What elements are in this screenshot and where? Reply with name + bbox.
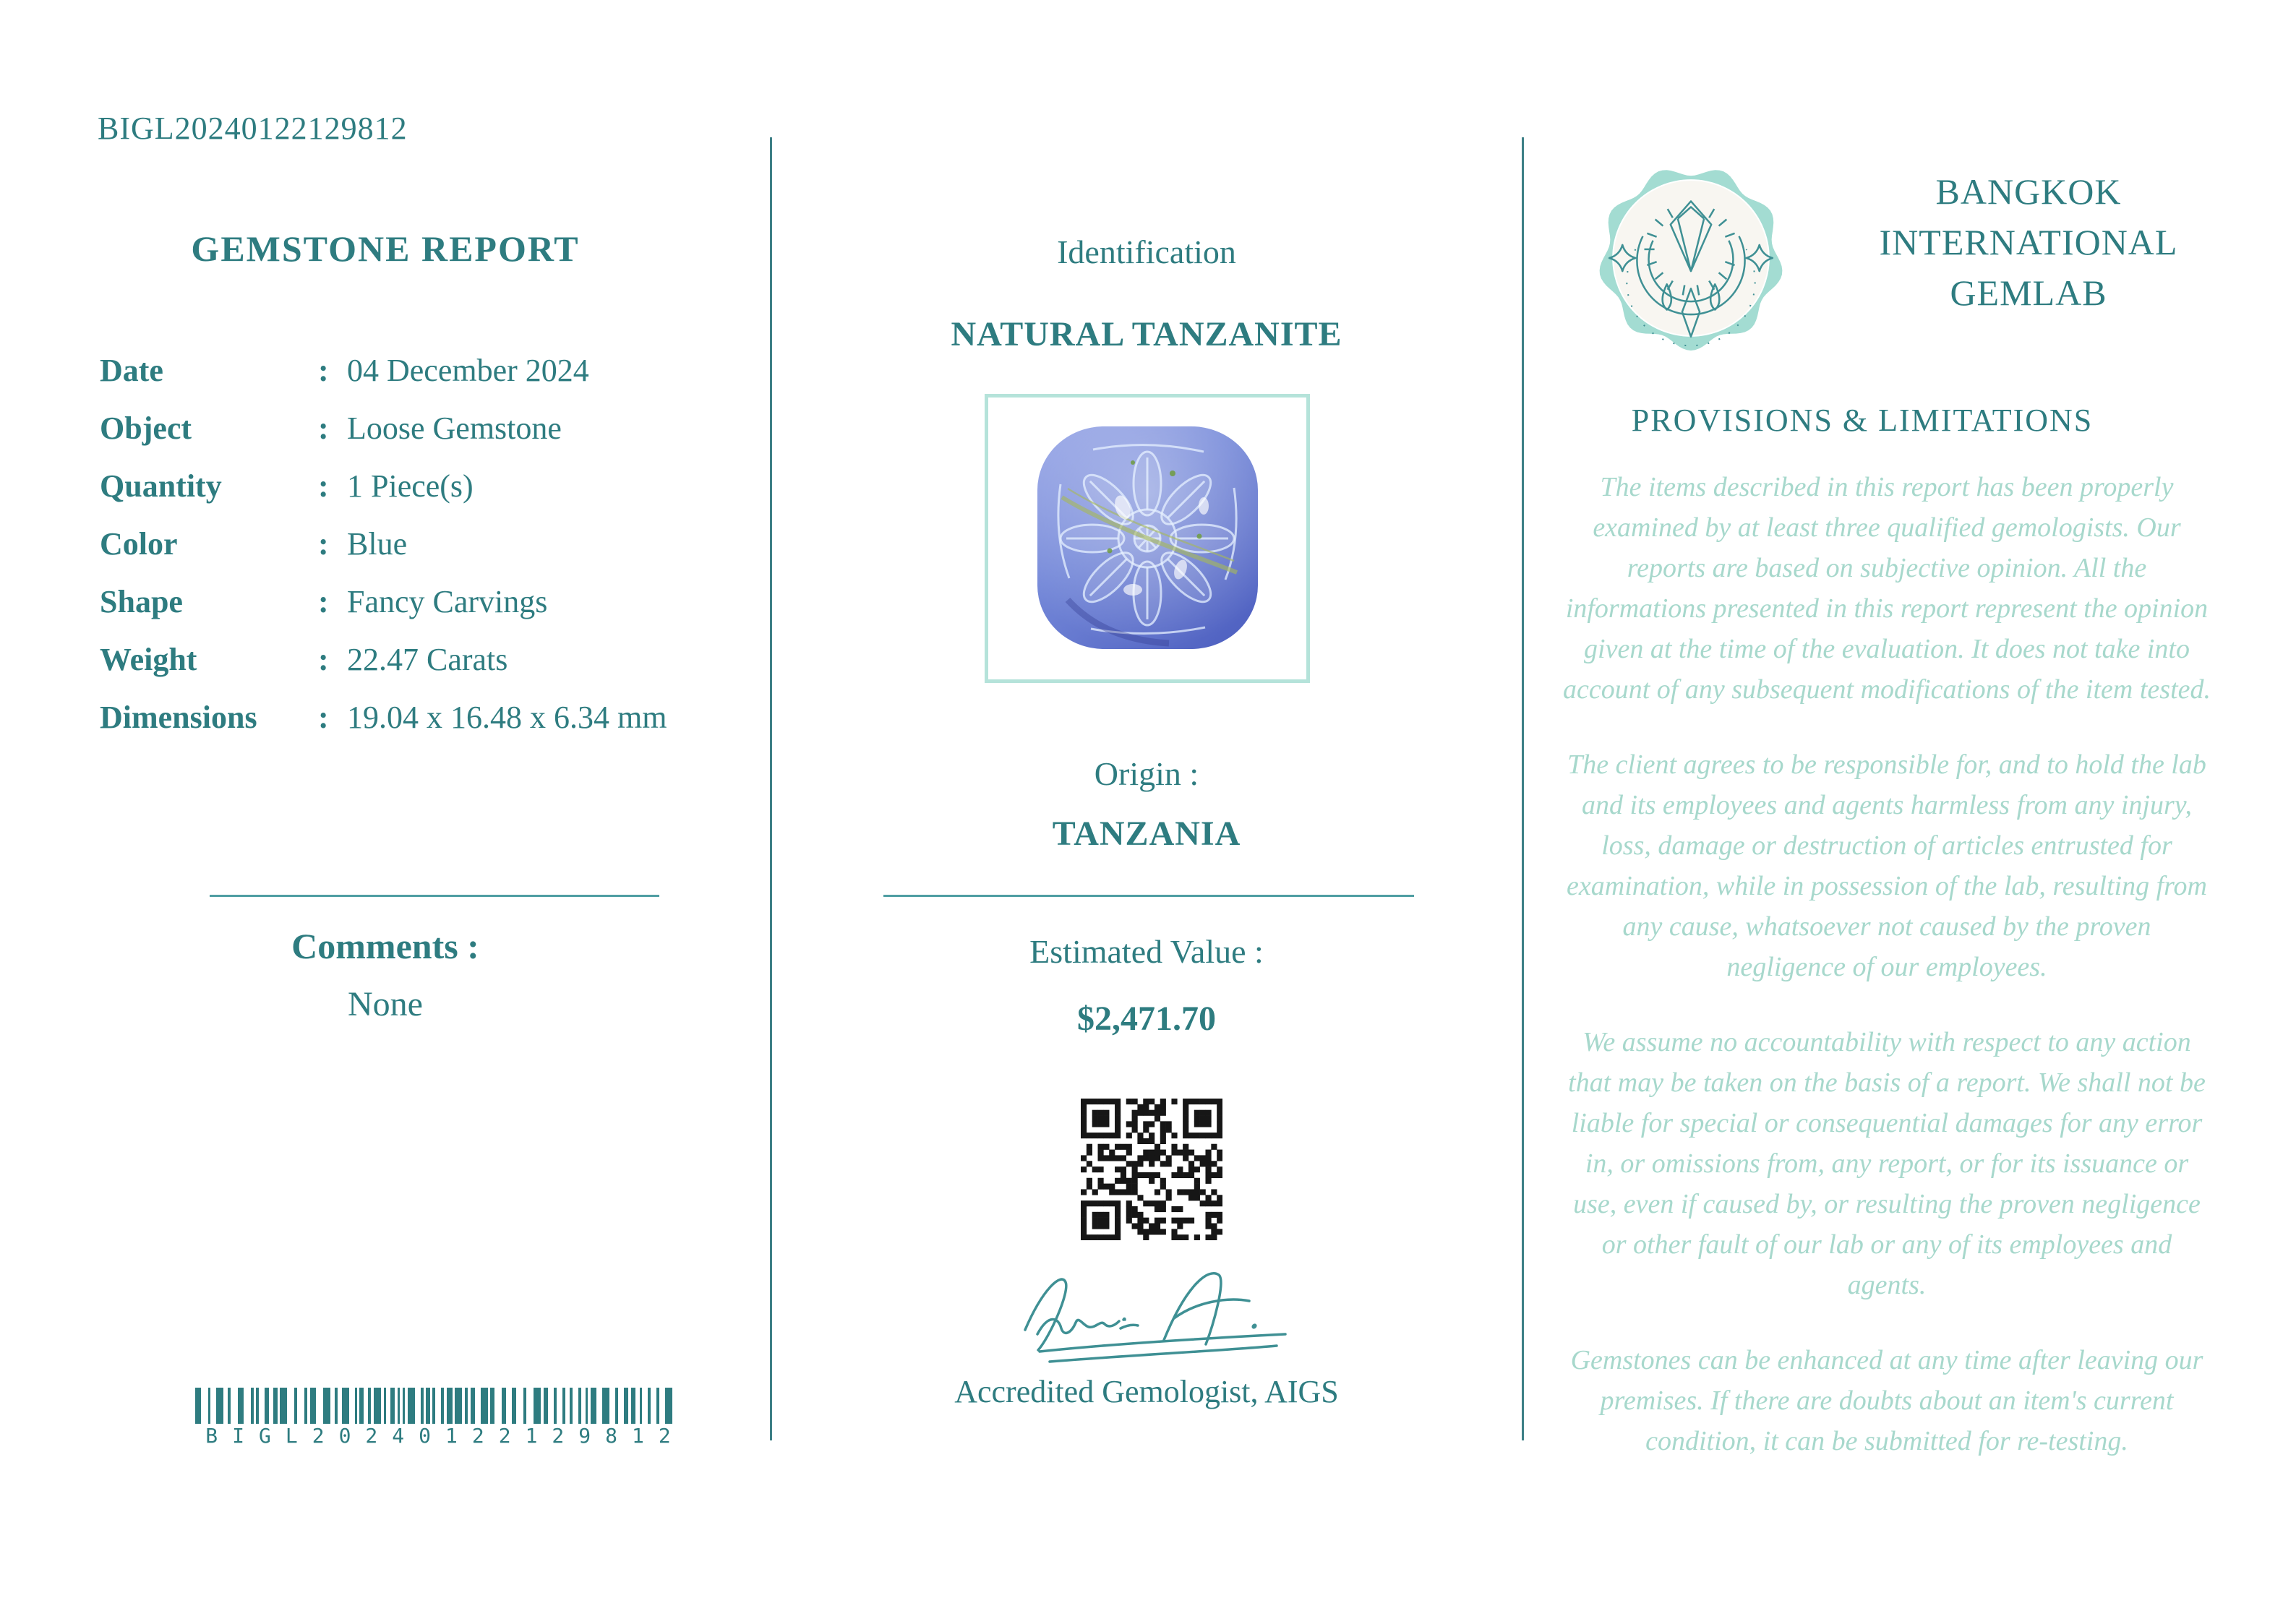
provision-paragraph: Gemstones can be enhanced at any time after leaving our premises. If there are doubts about an item's current condition, it can be submitted for re-testing. (1570, 1345, 2203, 1456)
report-title: GEMSTONE REPORT (191, 228, 580, 269)
field-colon: : (318, 525, 329, 562)
report-field-row (100, 515, 700, 572)
field-label: Date (100, 352, 163, 388)
field-colon: : (318, 352, 329, 388)
field-label: Object (100, 410, 192, 446)
gem-pendant-seal-icon (1596, 163, 1786, 353)
field-value: 19.04 x 16.48 x 6.34 mm (347, 699, 667, 735)
lab-name (1797, 166, 2260, 318)
field-label: Weight (100, 641, 197, 677)
provisions-title: PROVISIONS & LIMITATIONS (1631, 403, 2094, 438)
comments-label: Comments : (291, 926, 479, 966)
estimated-value-divider (883, 895, 1414, 897)
field-colon: : (318, 699, 329, 735)
report-field-row (100, 688, 700, 746)
field-colon: : (318, 410, 329, 446)
field-value: Blue (347, 525, 408, 562)
stone-name: NATURAL TANZANITE (951, 315, 1342, 353)
field-value: Fancy Carvings (347, 583, 548, 619)
qr-code-icon (1081, 1099, 1222, 1240)
comments-value: None (348, 985, 423, 1023)
field-value: Loose Gemstone (347, 410, 562, 446)
provision-paragraph: The client agrees to be responsible for, and to hold the lab and its employees and agents harmless from any injury, loss, damage or destruction of articles entrusted for examination, while in possession of the lab, resulting from any cause, whatsoever not caused by the proven negligence of our employees. (1567, 749, 2207, 982)
report-field-row (100, 630, 700, 688)
lab-name-line: GEMLAB (1950, 272, 2107, 313)
report-field-row (100, 572, 700, 630)
gem-photo (1024, 419, 1270, 658)
barcode-icon (195, 1388, 681, 1424)
field-label: Dimensions (100, 699, 257, 735)
report-field-row (100, 457, 700, 515)
field-label: Color (100, 525, 178, 562)
lab-name-line: INTERNATIONAL (1879, 222, 2178, 262)
field-value: 22.47 Carats (347, 641, 508, 677)
field-label: Shape (100, 583, 183, 619)
field-colon: : (318, 468, 329, 504)
provisions-paragraphs (1562, 467, 2212, 1496)
estimated-value-label: Estimated Value : (1029, 933, 1264, 970)
report-field-row (100, 399, 700, 457)
field-value: 1 Piece(s) (347, 468, 474, 504)
field-colon: : (318, 583, 329, 619)
provision-paragraph: We assume no accountability with respect to any action that may be taken on the basis of a report. We shall not be liable for special or consequential damages for any error in, or omissions from, any report, or for its issuance or use, even if caused by, or resulting the proven negligence or other fault of our lab or any of its employees and agents. (1568, 1027, 2206, 1300)
report-fields (100, 341, 700, 746)
signature-icon (998, 1259, 1301, 1371)
field-label: Quantity (100, 468, 222, 504)
report-number: BIGL20240122129812 (98, 111, 408, 146)
origin-value: TANZANIA (1052, 815, 1241, 853)
gem-photo-frame (985, 394, 1310, 683)
barcode-text: BIGL20240122129812 (205, 1424, 685, 1448)
field-colon: : (318, 641, 329, 677)
report-field-row (100, 341, 700, 399)
gemologist-line: Accredited Gemologist, AIGS (954, 1374, 1339, 1409)
field-value: 04 December 2024 (347, 352, 589, 388)
provision-paragraph: The items described in this report has been properly examined by at least three qualified gemologists. Our reports are based on subjective opinion. All the informations presented in this report represent the opinion given at the time of the evaluation. It does not take into account of any subsequent modifications of the item tested. (1562, 472, 2211, 705)
comments-divider (210, 895, 659, 897)
lab-name-line: BANGKOK (1935, 171, 2122, 212)
identification-heading: Identification (1057, 233, 1236, 270)
origin-label: Origin : (1094, 755, 1199, 792)
estimated-value: $2,471.70 (1077, 1000, 1216, 1038)
